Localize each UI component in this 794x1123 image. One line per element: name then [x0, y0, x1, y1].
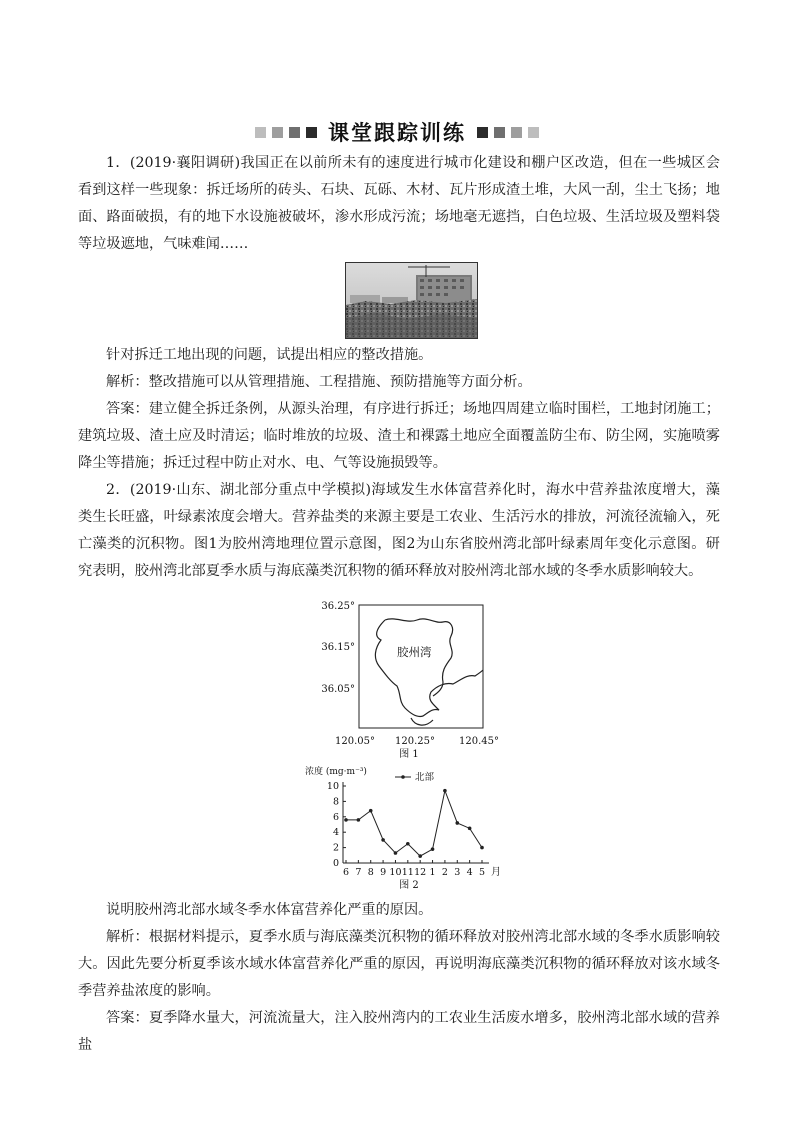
question-2-answer: 答案：夏季降水量大，河流流量大，注入胶州湾内的工农业生活废水增多，胶州湾北部水域的营养盐 [78, 1010, 720, 1053]
figure-1-map [315, 600, 505, 760]
question-2-prompt: 说明胶州湾北部水域冬季水体富营养化严重的原因。 [106, 902, 433, 918]
question-1-stem: 1．(2019·襄阳调研)我国正在以前所未有的速度进行城市化建设和棚户区改造，但在一些城区会看到这样一些现象：拆迁场所的砖头、石块、瓦砾、木材、瓦片形成渣土堆，大风一刮，尘土飞扬；地面、路面破损，有的地下水设施被破坏，渗水形成污流；场地毫无遮挡，白色垃圾、生活垃圾及塑料袋等垃圾遮地，气味难闻…… [78, 155, 720, 252]
lon-tick: 120.25° [395, 736, 435, 747]
x-tick-label: 7 [355, 867, 362, 878]
x-tick-label: 12 [414, 867, 427, 878]
data-point [443, 789, 447, 793]
data-point [344, 818, 348, 822]
title-decoration-square [272, 127, 283, 138]
x-tick-label: 4 [466, 867, 473, 878]
y-tick-label: 6 [332, 811, 339, 823]
data-point [394, 851, 398, 855]
y-tick-label: 10 [326, 781, 339, 792]
title-decoration-square [511, 127, 522, 138]
lon-tick: 120.05° [335, 736, 375, 747]
x-tick-label: 8 [367, 867, 374, 878]
lat-tick: 36.05° [321, 684, 355, 695]
question-1-answer: 答案：建立健全拆迁条例，从源头治理，有序进行拆迁；场地四周建立临时围栏，工地封闭施工；建筑垃圾、渣土应及时清运；临时堆放的垃圾、渣土和裸露土地应全面覆盖防尘布、防尘网，实施喷雾降尘等措施；拆迁过程中防止对水、电、气等设施损毁等。 [78, 401, 720, 471]
x-tick-label: 6 [342, 867, 350, 878]
title-decoration-square [528, 127, 539, 138]
figure-2-chart [305, 764, 505, 894]
question-2-stem: 2．(2019·山东、湖北部分重点中学模拟)海域发生水体富营养化时，海水中营养盐浓度增大，藻类生长旺盛，叶绿素浓度会增大。营养盐类的来源主要是工农业、生活污水的排放，河流径流输入，死亡藻类的沉积物。图1为胶州湾地理位置示意图，图2为山东省胶州湾北部叶绿素周年变化示意图。研究表明，胶州湾北部夏季水质与海底藻类沉积物的循环释放对胶州湾北部水域的冬季水质影响较大。 [78, 482, 720, 579]
demolition-site-photo [345, 262, 478, 339]
y-tick-label: 2 [332, 842, 339, 854]
title-decoration-square [477, 127, 488, 138]
lat-tick: 36.25° [321, 601, 355, 612]
x-tick-label: 11 [401, 867, 414, 878]
y-tick-label: 8 [332, 796, 339, 808]
x-tick-label: 2 [441, 867, 448, 878]
data-point [480, 846, 484, 850]
y-tick-label: 4 [332, 827, 339, 839]
title-decoration-square [255, 127, 266, 138]
legend-label: 北部 [415, 772, 435, 783]
series-line-north [346, 791, 482, 856]
map-bay-label: 胶州湾 [397, 645, 432, 659]
figure-1-caption: 图 1 [399, 749, 419, 760]
title-decoration-square [289, 127, 300, 138]
map-frame [359, 605, 483, 728]
x-tick-label: 10 [389, 867, 402, 878]
coastline-west [375, 620, 483, 717]
question-1-analysis: 解析：整改措施可以从管理措施、工程措施、预防措施等方面分析。 [106, 374, 532, 390]
chart-y-axis-label: 浓度 (mg·m⁻³) [305, 767, 367, 777]
chart-legend [395, 771, 435, 783]
data-point [468, 827, 472, 831]
x-tick-label: 5 [478, 867, 486, 878]
chart-x-axis-label: 月 [491, 867, 501, 878]
x-tick-label: 9 [380, 867, 387, 878]
data-point [369, 809, 373, 813]
title-decoration-square [306, 127, 317, 138]
section-title-bar [0, 118, 794, 146]
data-point [357, 818, 361, 822]
y-tick-label: 0 [332, 858, 339, 869]
x-tick-label: 3 [454, 867, 461, 878]
data-point [418, 854, 422, 858]
title-decoration-square [494, 127, 505, 138]
data-point [431, 847, 435, 851]
question-1-prompt: 针对拆迁工地出现的问题，试提出相应的整改措施。 [106, 347, 433, 363]
lat-tick: 36.15° [321, 642, 355, 653]
figure-2-caption: 图 2 [399, 880, 419, 891]
data-point [381, 838, 385, 842]
lon-tick: 120.45° [459, 736, 499, 747]
section-title: 课堂跟踪训练 [328, 121, 466, 145]
data-point [406, 842, 410, 846]
data-point [455, 821, 459, 825]
legend-marker [401, 775, 405, 779]
x-tick-label: 1 [429, 867, 436, 878]
coastline-south [411, 718, 433, 725]
question-2-analysis: 解析：根据材料提示，夏季水质与海底藻类沉积物的循环释放对胶州湾北部水域的冬季水质影响较大。因此先要分析夏季该水域水体富营养化严重的原因，再说明海底藻类沉积物的循环释放对该水域冬季营养盐浓度的影响。 [78, 929, 720, 999]
